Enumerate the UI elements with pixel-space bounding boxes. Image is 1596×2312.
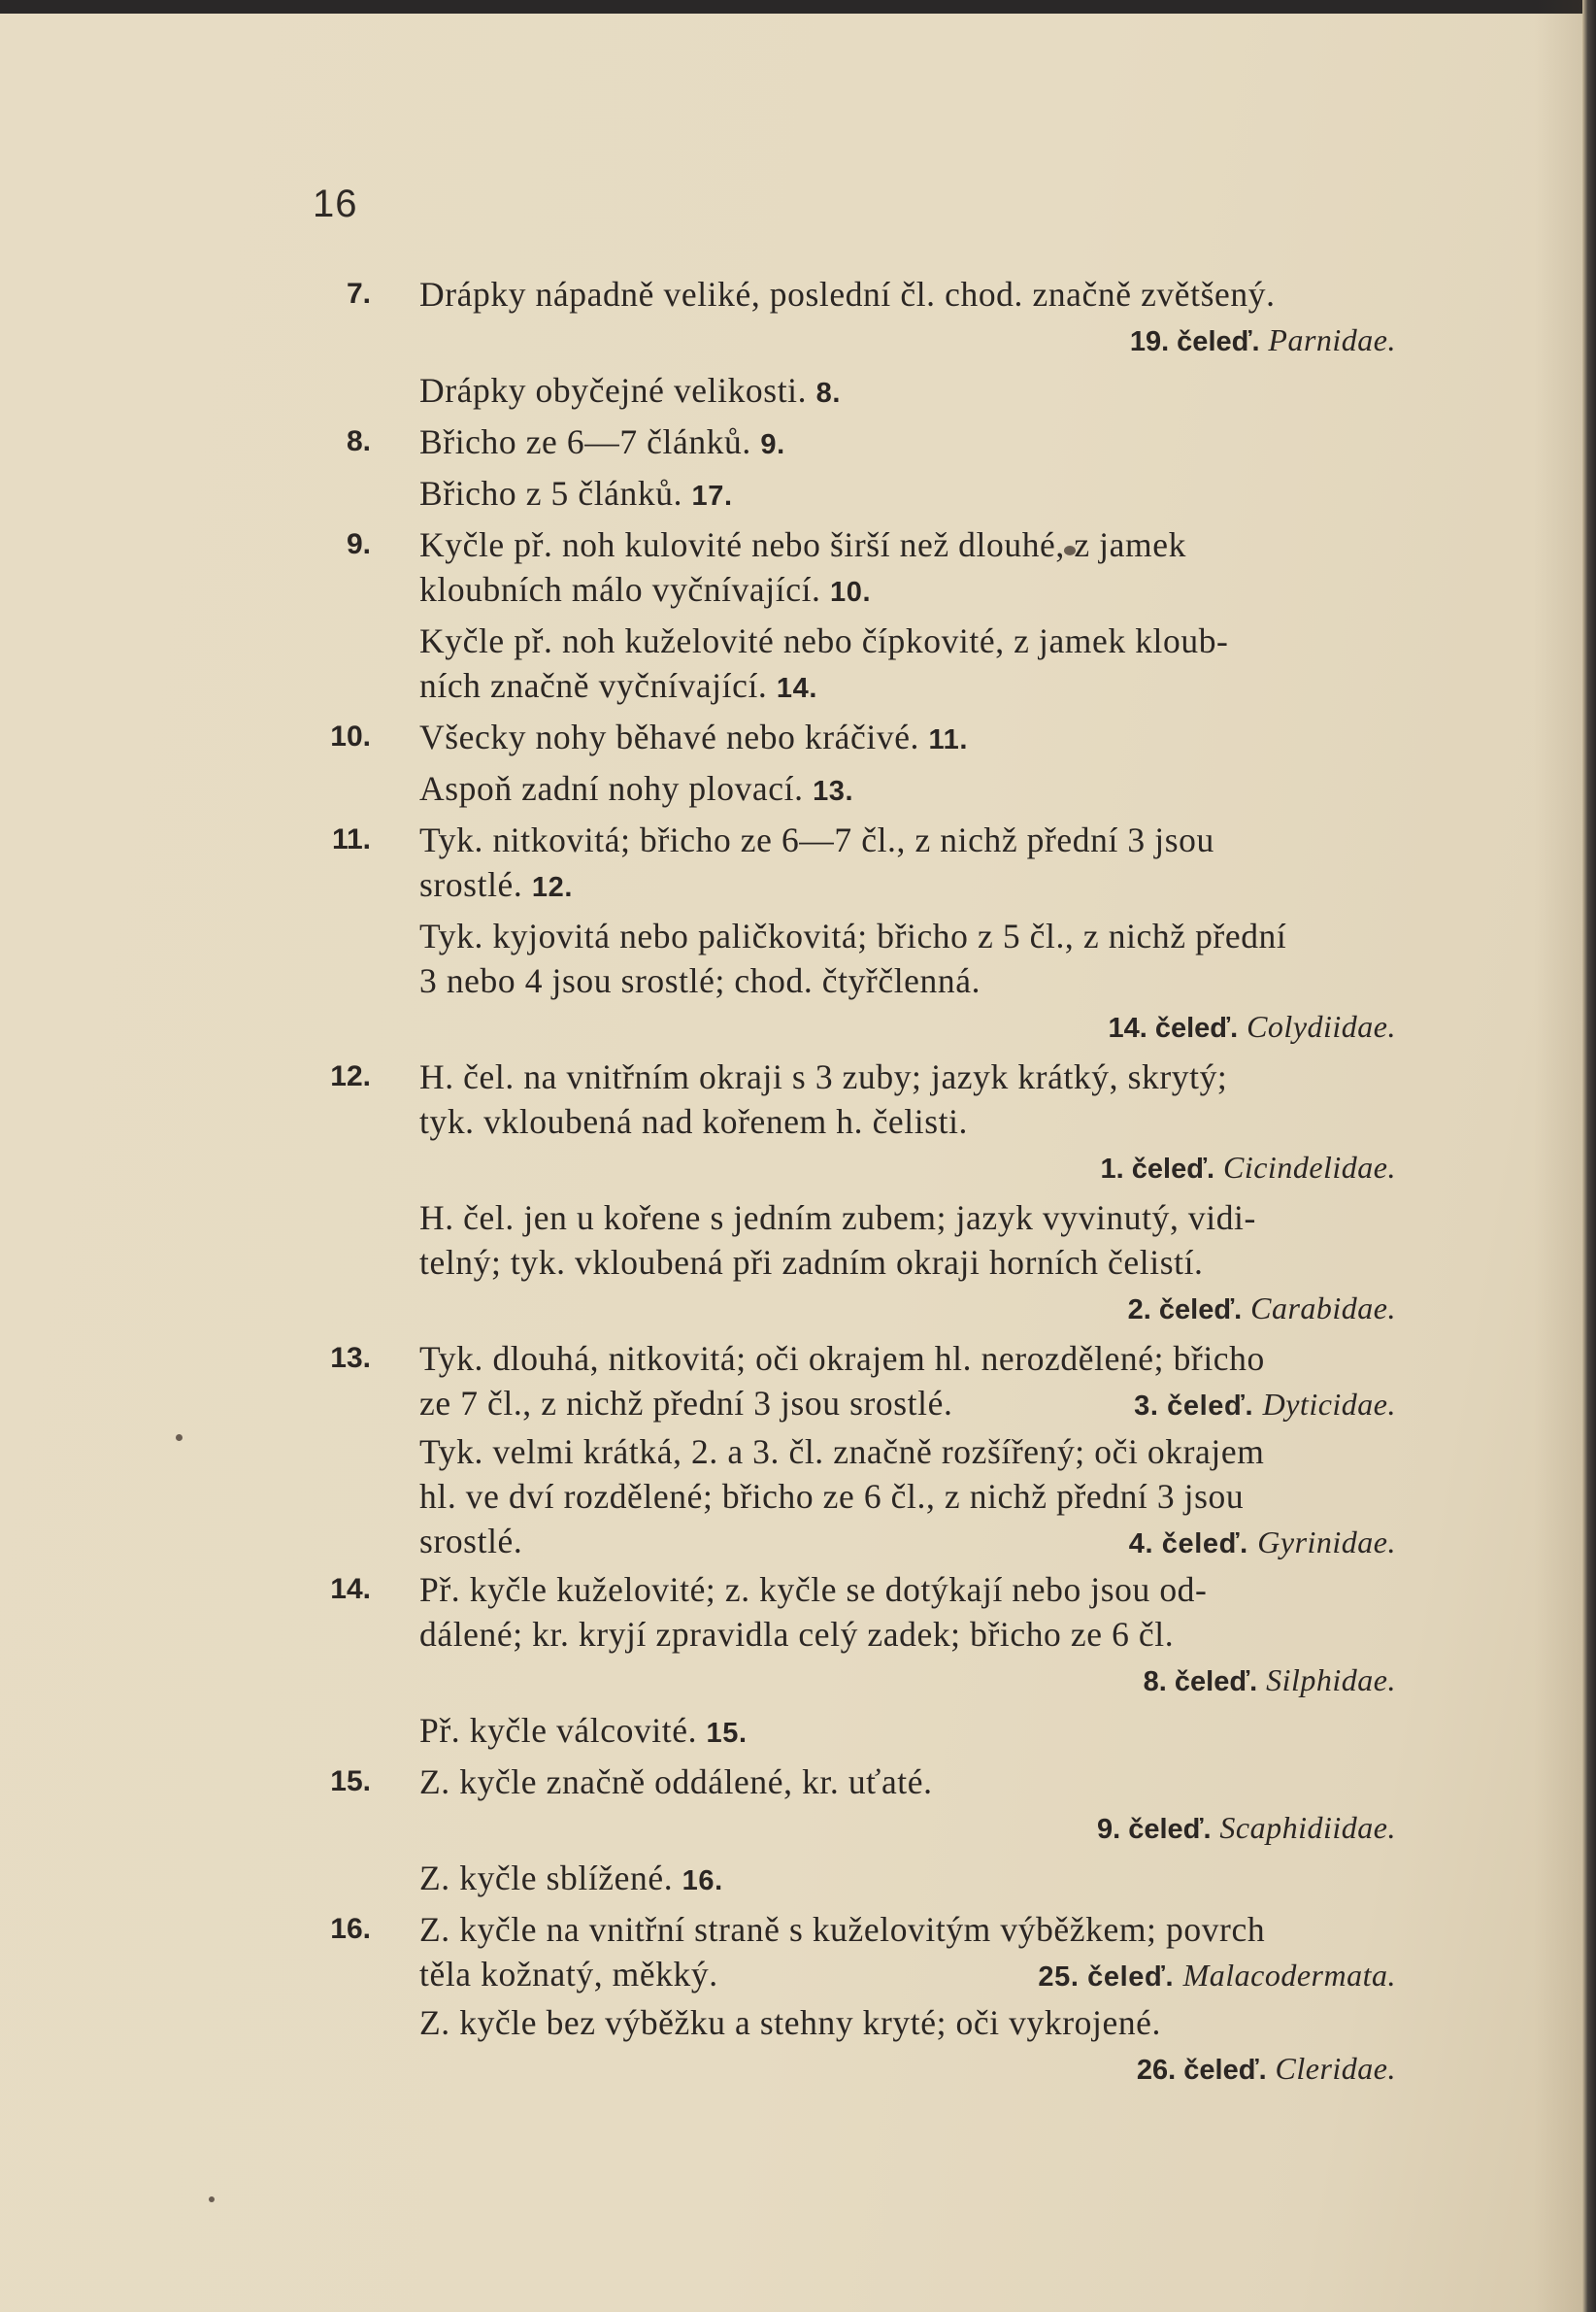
couplet-number: 15. [330, 1765, 371, 1797]
couplet-reference: 14. [776, 673, 818, 704]
entry-line [311, 1240, 1437, 1285]
key-entry [311, 1567, 1437, 1704]
family-result [1129, 1519, 1396, 1566]
entry-line [311, 1381, 1437, 1425]
family-result [311, 317, 1437, 364]
entry-text: srostlé. [419, 1522, 523, 1560]
key-entry [311, 1195, 1437, 1332]
family-number: 25. čeleď. [1038, 1961, 1175, 1993]
entry-text: 3 nebo 4 jsou srostlé; chod. čtyřčlenná. [419, 961, 981, 1000]
entry-line [311, 1099, 1437, 1144]
entry-line [311, 1759, 1437, 1804]
entry-text: Drápky obyčejné velikosti. [419, 371, 808, 410]
entry-text: Aspoň zadní nohy plovací. [419, 769, 804, 808]
key-entry [311, 368, 1437, 416]
entry-text: Břicho ze 6—7 článků. [419, 422, 751, 461]
entry-text: Př. kyčle válcovité. [419, 1711, 698, 1750]
family-number: 19. čeleď. [1129, 326, 1260, 357]
scan-right-border [1582, 0, 1596, 2312]
couplet-reference: 8. [815, 378, 841, 409]
couplet-number: 16. [330, 1913, 371, 1945]
entry-line [311, 1195, 1437, 1240]
family-name: Silphidae. [1266, 1662, 1396, 1697]
entry-text: Kyčle př. noh kuželovité nebo čípkovité, z jamek kloub- [419, 621, 1229, 660]
key-entry [311, 619, 1437, 711]
key-entry [311, 1856, 1437, 1903]
entry-line [311, 619, 1437, 663]
entry-text: ních značně vyčnívající. [419, 666, 768, 705]
family-number: 1. čeleď. [1100, 1154, 1215, 1185]
family-result [311, 1657, 1437, 1704]
family-name: Colydiidae. [1247, 1009, 1396, 1044]
entry-text: telný; tyk. vkloubená při zadním okraji horních čelistí. [419, 1243, 1204, 1282]
entry-text: H. čel. jen u kořene s jedním zubem; jazyk vyvinutý, vidi- [419, 1198, 1256, 1237]
entry-text: H. čel. na vnitřním okraji s 3 zuby; jazyk krátký, skrytý; [419, 1057, 1228, 1096]
entry-line [311, 1519, 1437, 1563]
couplet-reference: 12. [531, 872, 573, 903]
family-result [311, 1003, 1437, 1051]
key-entry [311, 818, 1437, 910]
entry-line [311, 1429, 1437, 1474]
family-result [311, 1144, 1437, 1191]
entry-line [311, 1856, 1437, 1903]
entry-line [311, 1567, 1437, 1612]
couplet-number: 13. [330, 1342, 371, 1374]
family-number: 4. čeleď. [1128, 1528, 1248, 1559]
family-name: Cicindelidae. [1222, 1150, 1396, 1185]
entry-text: hl. ve dví rozdělené; břicho ze 6 čl., z nichž přední 3 jsou [419, 1477, 1245, 1516]
family-name: Scaphidiidae. [1219, 1810, 1396, 1845]
scan-top-border [0, 0, 1596, 14]
family-result [311, 1804, 1437, 1852]
entry-line [311, 419, 1437, 467]
family-number: 2. čeleď. [1127, 1294, 1243, 1325]
entry-line [311, 2000, 1437, 2045]
entry-line [311, 1612, 1437, 1657]
speck [209, 2196, 215, 2202]
page-number: 16 [313, 183, 358, 225]
entry-text: Z. kyčle sblížené. [419, 1859, 674, 1897]
entry-line [311, 663, 1437, 711]
entry-line [311, 567, 1437, 615]
entry-text: kloubních málo vyčnívající. [419, 570, 821, 609]
entry-text: dálené; kr. kryjí zpravidla celý zadek; břicho ze 6 čl. [419, 1615, 1175, 1654]
family-name: Parnidae. [1268, 322, 1396, 357]
entry-line [311, 766, 1437, 814]
family-name: Carabidae. [1250, 1290, 1396, 1325]
couplet-number: 11. [331, 823, 371, 855]
couplet-reference: 13. [813, 776, 854, 807]
entry-text: ze 7 čl., z nichž přední 3 jsou srostlé. [419, 1384, 953, 1423]
family-number: 8. čeleď. [1143, 1666, 1258, 1697]
couplet-reference: 11. [928, 724, 969, 755]
family-number: 26. čeleď. [1136, 2055, 1267, 2086]
entry-text: Břicho z 5 článků. [419, 474, 683, 513]
entry-text: srostlé. [419, 865, 523, 904]
entry-line [311, 914, 1437, 958]
entry-line [311, 715, 1437, 762]
key-entry [311, 1336, 1437, 1425]
family-name: Malacodermata. [1182, 1958, 1396, 1993]
entry-line [311, 818, 1437, 862]
entry-line [311, 1336, 1437, 1381]
couplet-reference: 17. [691, 481, 733, 512]
key-entry [311, 914, 1437, 1051]
key-entry [311, 1055, 1437, 1191]
entry-text: tyk. vkloubená nad kořenem h. čelisti. [419, 1102, 969, 1141]
entry-line [311, 1708, 1437, 1756]
family-name: Cleridae. [1275, 2051, 1396, 2086]
couplet-reference: 16. [682, 1865, 723, 1896]
entry-text: Př. kyčle kuželovité; z. kyčle se dotýkají nebo jsou od- [419, 1570, 1208, 1609]
key-entry [311, 1907, 1437, 1996]
key-entry [311, 272, 1437, 364]
entry-text: Kyčle př. noh kulovité nebo širší než dlouhé, z jamek [419, 525, 1186, 564]
couplet-number: 14. [330, 1573, 371, 1605]
key-entry [311, 1759, 1437, 1852]
couplet-number: 8. [346, 425, 371, 457]
family-number: 14. čeleď. [1108, 1013, 1239, 1044]
family-name: Gyrinidae. [1257, 1525, 1396, 1559]
entry-text: Drápky nápadně veliké, poslední čl. chod. značně zvětšený. [419, 275, 1276, 314]
spine-shadow [1534, 0, 1582, 2312]
entry-line [311, 272, 1437, 317]
couplet-number: 9. [346, 528, 371, 560]
entry-text: těla kožnatý, měkký. [419, 1955, 718, 1994]
key-entry [311, 419, 1437, 467]
entry-text: Tyk. kyjovitá nebo paličkovitá; břicho z 5 čl., z nichž přední [419, 917, 1287, 955]
entry-text: Všecky nohy běhavé nebo kráčivé. [419, 718, 920, 756]
couplet-reference: 9. [760, 429, 785, 460]
entry-line [311, 1055, 1437, 1099]
key-entry [311, 2000, 1437, 2093]
entry-text: Z. kyčle bez výběžku a stehny kryté; oči vykrojené. [419, 2003, 1162, 2042]
key-entry [311, 1708, 1437, 1756]
couplet-number: 10. [330, 720, 371, 753]
family-result [1038, 1952, 1396, 1999]
entry-line [311, 958, 1437, 1003]
family-number: 3. čeleď. [1134, 1391, 1254, 1422]
entry-text: Tyk. dlouhá, nitkovitá; oči okrajem hl. nerozdělené; břicho [419, 1339, 1265, 1378]
entry-line [311, 1952, 1437, 1996]
couplet-reference: 15. [706, 1718, 748, 1749]
identification-key [311, 272, 1437, 2096]
family-name: Dyticidae. [1262, 1387, 1396, 1422]
couplet-number: 7. [346, 278, 371, 310]
entry-line [311, 522, 1437, 567]
key-entry [311, 1429, 1437, 1563]
family-number: 9. čeleď. [1096, 1814, 1212, 1845]
key-entry [311, 522, 1437, 615]
key-entry [311, 471, 1437, 519]
key-entry [311, 715, 1437, 762]
entry-text: Tyk. velmi krátká, 2. a 3. čl. značně rozšířený; oči okrajem [419, 1432, 1265, 1471]
couplet-number: 12. [330, 1060, 371, 1092]
family-result [311, 2045, 1437, 2093]
entry-line [311, 862, 1437, 910]
entry-text: Z. kyčle na vnitřní straně s kuželovitým výběžkem; povrch [419, 1910, 1266, 1949]
family-result [311, 1285, 1437, 1332]
entry-line [311, 1474, 1437, 1519]
entry-line [311, 368, 1437, 416]
key-entry [311, 766, 1437, 814]
couplet-reference: 10. [830, 577, 872, 608]
entry-line [311, 1907, 1437, 1952]
speck [176, 1434, 183, 1441]
entry-line [311, 471, 1437, 519]
entry-text: Tyk. nitkovitá; břicho ze 6—7 čl., z nichž přední 3 jsou [419, 821, 1214, 859]
family-result [1134, 1381, 1396, 1428]
entry-text: Z. kyčle značně oddálené, kr. uťaté. [419, 1762, 933, 1801]
